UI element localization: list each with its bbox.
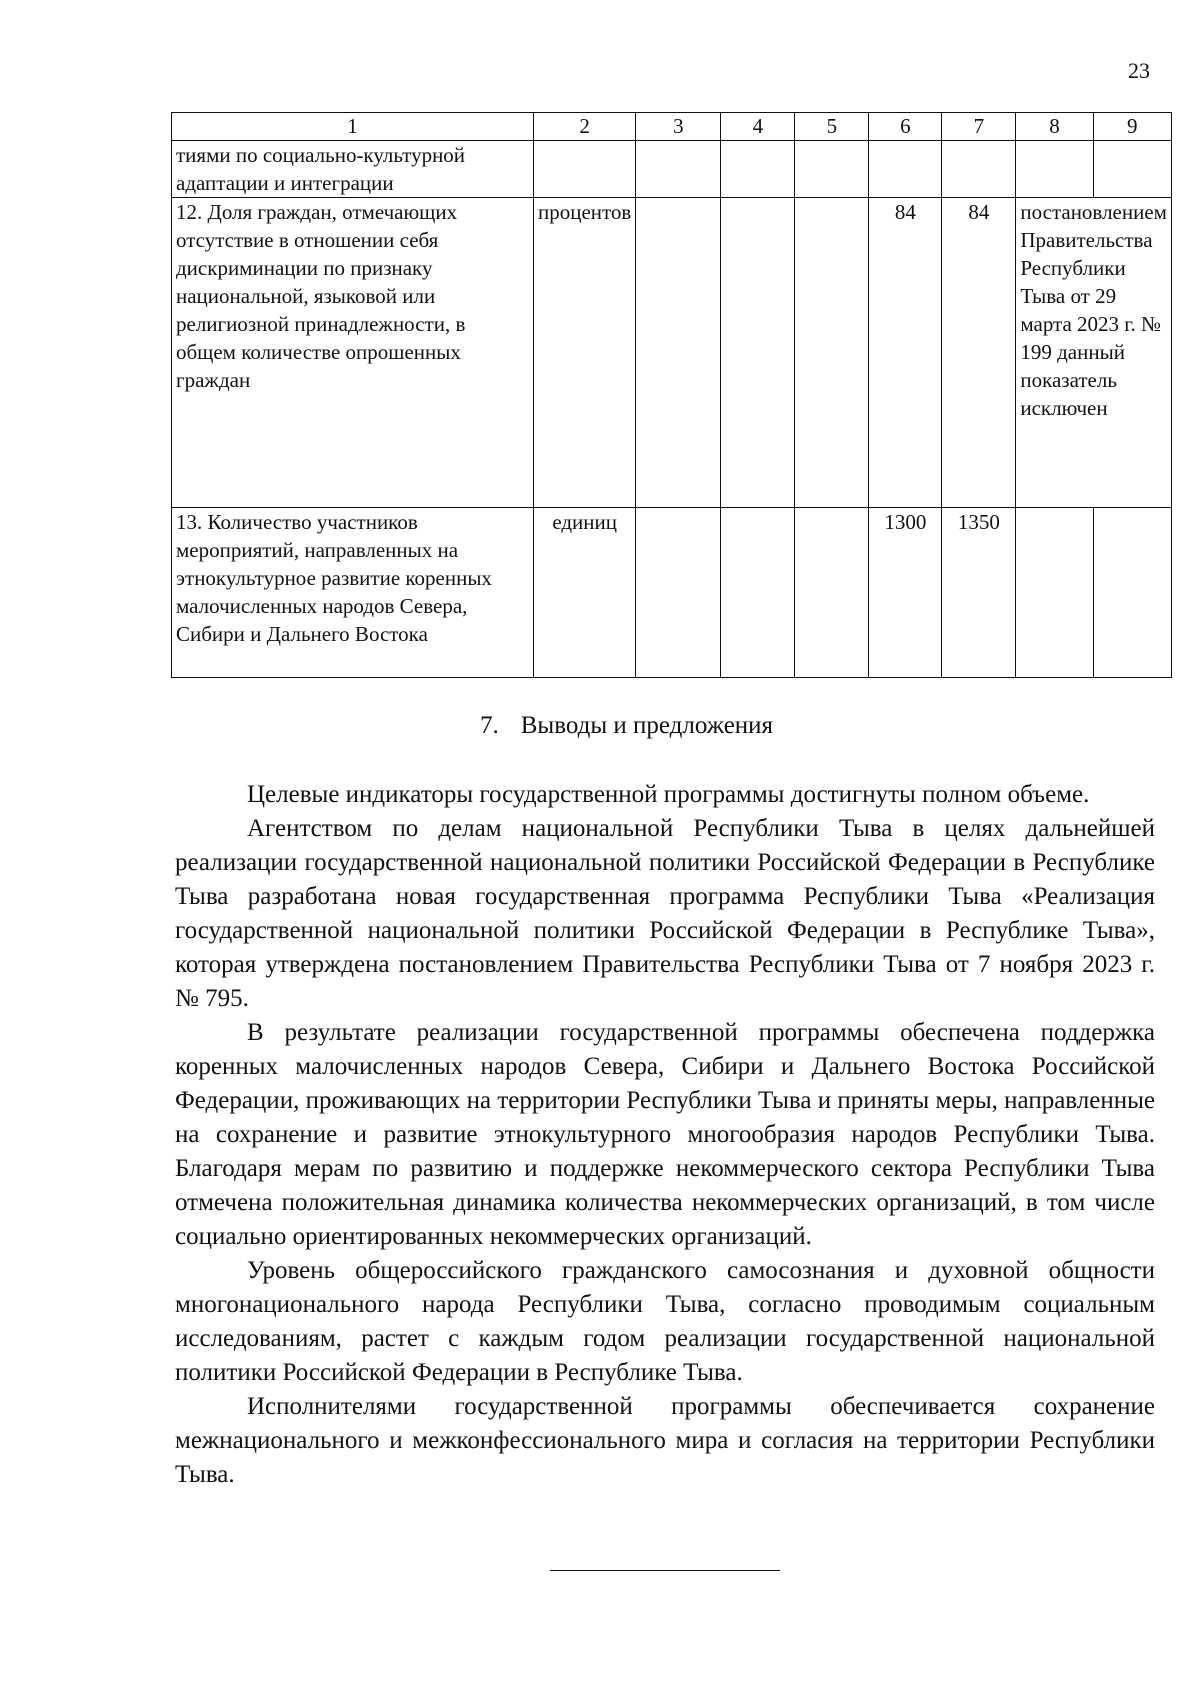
table-cell [721,508,795,678]
col-header: 7 [942,113,1016,141]
conclusions-body [175,778,1155,1492]
fact-value-cell: 1350 [942,508,1016,678]
table-cell [636,141,721,198]
table-cell [795,141,869,198]
paragraph: Целевые индикаторы государственной программы достигнуты полном объеме. [247,781,1090,808]
fact-value-cell: 84 [942,198,1016,508]
table-cell [1093,508,1171,678]
col-header: 8 [1016,113,1093,141]
section-title: Выводы и предложения [520,712,774,739]
closing-rule [550,1570,780,1571]
table-cell [1093,141,1171,198]
col-header: 4 [721,113,795,141]
plan-value-cell: 1300 [869,508,942,678]
col-header: 9 [1093,113,1171,141]
paragraph: Уровень общероссийского гражданского самосознания и духовной общности многонационального народа Республики Тыва, согласно проводимым социальным исследованиям, растет с каждым годом реализации государственной национальной политики Российской Федерации в Республике Тыва. [175,1257,1155,1386]
paragraph: Агентством по делам национальной Республики Тыва в целях дальнейшей реализации государственной национальной политики Российской Федерации в Республике Тыва разработана новая государственная программа Республики Тыва «Реализация государственной национальной политики Российской Федерации в Республике Тыва», которая утверждена постановлением Правительства Республики Тыва от 7 ноября 2023 г. № 795. [175,815,1155,1012]
fact-value-cell [942,141,1016,198]
col-header: 1 [172,113,534,141]
table-cell [636,508,721,678]
page-number: 23 [1128,58,1150,83]
table-cell [795,198,869,508]
unit-cell: единиц [534,508,636,678]
section-heading [480,712,773,740]
paragraph: Исполнителями государственной программы обеспечивается сохранение межнационального и межконфессионального мира и согласия на территории Республики Тыва. [175,1393,1155,1488]
unit-cell [534,141,636,198]
table-row [172,198,1172,508]
indicator-name-cell: 12. Доля граждан, отмечающих отсутствие в отношении себя дискриминации по признаку национальной, языковой или религиозной принадлежности, в общем количестве опрошенных граждан [172,198,534,508]
col-header: 3 [636,113,721,141]
table-header-row [172,113,1172,141]
plan-value-cell [869,141,942,198]
section-number: 7. [480,712,499,739]
indicator-name-cell: 13. Количество участников мероприятий, направленных на этнокультурное развитие коренных малочисленных народов Севера, Сибири и Дальнего Востока [172,508,534,678]
plan-value-cell: 84 [869,198,942,508]
col-header: 2 [534,113,636,141]
table-cell [795,508,869,678]
col-header: 5 [795,113,869,141]
table-cell [721,141,795,198]
note-cell: постановлением Правительства Республики Тыва от 29 марта 2023 г. № 199 данный показатель исключен [1016,198,1172,508]
note-cell [1016,141,1093,198]
table-cell [636,198,721,508]
table-cell [721,198,795,508]
col-header: 6 [869,113,942,141]
indicators-table [171,112,1172,678]
table-row [172,508,1172,678]
unit-cell: процентов [534,198,636,508]
indicators-table-wrapper [171,112,1172,678]
paragraph: В результате реализации государственной программы обеспечена поддержка коренных малочисленных народов Севера, Сибири и Дальнего Востока Российской Федерации, проживающих на территории Республики Тыва и приняты меры, направленные на сохранение и развитие этнокультурного многообразия народов Республики Тыва. Благодаря мерам по развитию и поддержке некоммерческого сектора Республики Тыва отмечена положительная динамика количества некоммерческих организаций, в том числе социально ориентированных некоммерческих организаций. [175,1019,1155,1250]
table-row [172,141,1172,198]
indicator-name-cell: тиями по социально-культурной адаптации и интеграции [172,141,534,198]
note-cell [1016,508,1093,678]
